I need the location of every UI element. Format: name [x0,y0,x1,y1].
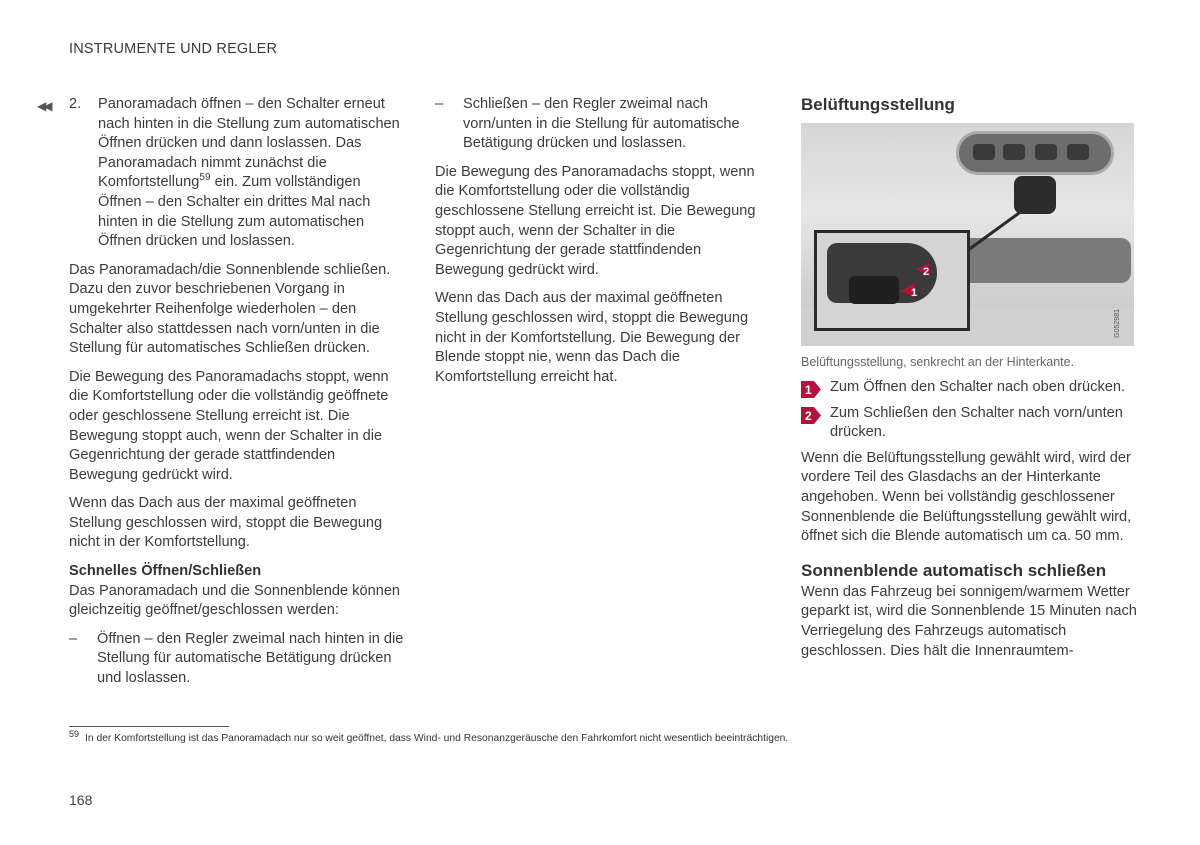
paragraph: Die Bewegung des Panoramadachs stoppt, wenn die Komfortstellung oder die vollständig geöffnete oder geschlossene Stellung erreicht ist. Die Bewegung stoppt auch, wenn der Schalter in die Gegenrichtung der gerade stattfindenden Bewegung gedrückt wird. [69,368,389,483]
previous-page-arrows-icon[interactable]: ◀◀ [37,99,50,113]
marker-text: Zum Schließen den Schalter nach vorn/unten drücken. [830,404,1123,441]
footnote-text: In der Komfortstellung ist das Panoramadach nur so weit geöffnet, dass Wind- und Resonanzgeräusche den Fahrkomfort nicht wesentlich beeinträchtigen. [85,733,789,744]
column-left [69,95,404,698]
paragraph: Wenn die Belüftungsstellung gewählt wird, wird der vordere Teil des Glasdachs an der Hinterkante angehoben. Wenn bei vollständig geschlossener Sonnenblende die Belüftungsstellung gewählt wird, öffnet sich die Blende automatisch um ca. 50 mm. [801,449,1132,545]
dash-item-open [69,630,404,689]
dash-text: Schließen – den Regler zweimal nach vorn/unten in die Stellung für automatische Betätigung drücken und loslassen. [463,96,740,152]
svg-text:1: 1 [805,383,812,397]
svg-text:2: 2 [805,408,812,423]
marker-2-icon [801,407,821,424]
dash-text: Öffnen – den Regler zweimal nach hinten in die Stellung für automatische Betätigung drücken und loslassen. [97,630,404,687]
figure-code: G052981 [1114,309,1122,338]
svg-text:1: 1 [911,287,918,299]
paragraph: Das Panoramadach/die Sonnenblende schließen. Dazu den zuvor beschriebenen Vorgang in umgekehrter Reihenfolge wiederholen – den Schalter also stattdessen nach vorn/unten in die Stellung für automatisches Schließen drücken. [69,261,391,357]
step-text-b: ein. Zum vollständigen Öffnen – den Schalter ein drittes Mal nach hinten in die Stellung zum automatischen Öffnen drücken und loslassen. [98,174,371,250]
marker-item-2 [801,404,1141,443]
subheading-quick-open-close: Schnelles Öffnen/Schließen [69,563,262,580]
marker-text: Zum Öffnen den Schalter nach oben drücken. [830,379,1126,395]
paragraph: Die Bewegung des Panoramadachs stoppt, wenn die Komfortstellung oder die vollständig geschlossene Stellung erreicht ist. Die Bewegung stoppt auch, wenn der Schalter in die Gegenrichtung der gerade stattfindenden Bewegung gedrückt wird. [435,163,756,278]
svg-text:2: 2 [923,266,930,278]
list-item-step-2 [69,95,404,252]
list-number: 2. [69,96,82,112]
marker-1-icon [801,381,821,398]
figure-caption: Belüftungsstellung, senkrecht an der Hinterkante. [801,355,1075,369]
footnote-ref[interactable]: 59 [199,172,211,184]
marker-item-1 [801,378,1141,398]
section-title: INSTRUMENTE UND REGLER [69,41,278,57]
footnote-divider [69,726,229,727]
footnote [69,728,789,744]
page-number: 168 [69,792,93,808]
paragraph: Wenn das Fahrzeug bei sonnigem/warmem Wetter geparkt ist, wird die Sonnenblende 15 Minuten nach Verriegelung des Fahrzeugs automatisch geschlossen. Dies hält die Innenraumtem- [801,583,1137,659]
column-right [801,95,1141,670]
step-text-a: Panoramadach öffnen – den Schalter erneut nach hinten in die Stellung zum automatischen Öffnen drücken und dann loslassen. Das Panoramadach nimmt zunächst die Komfortstellung [98,96,400,191]
paragraph: Wenn das Dach aus der maximal geöffneten Stellung geschlossen wird, stoppt die Bewegung nicht in der Komfortstellung. [69,495,383,551]
dash-item-close [435,95,770,154]
switch-closeup-inset [814,230,970,331]
direction-arrows [817,233,967,328]
footnote-number: 59 [69,728,80,739]
roof-console-illustration [801,123,1134,346]
column-middle [435,95,770,396]
dash-marker: – [435,96,444,112]
dash-marker: – [69,630,78,647]
paragraph: Wenn das Dach aus der maximal geöffneten Stellung geschlossen wird, stoppt die Bewegung nicht in der Komfortstellung. Die Bewegung der Blende stoppt nie, wenn das Dach die Komfortstellung erreicht hat. [435,290,749,385]
heading-auto-close-sunblind: Sonnenblende automatisch schließen [801,560,1107,580]
paragraph: Das Panoramadach und die Sonnenblende können gleichzeitig geöffnet/geschlossen werden: [69,582,401,619]
heading-ventilation-position: Belüftungsstellung [801,95,955,114]
